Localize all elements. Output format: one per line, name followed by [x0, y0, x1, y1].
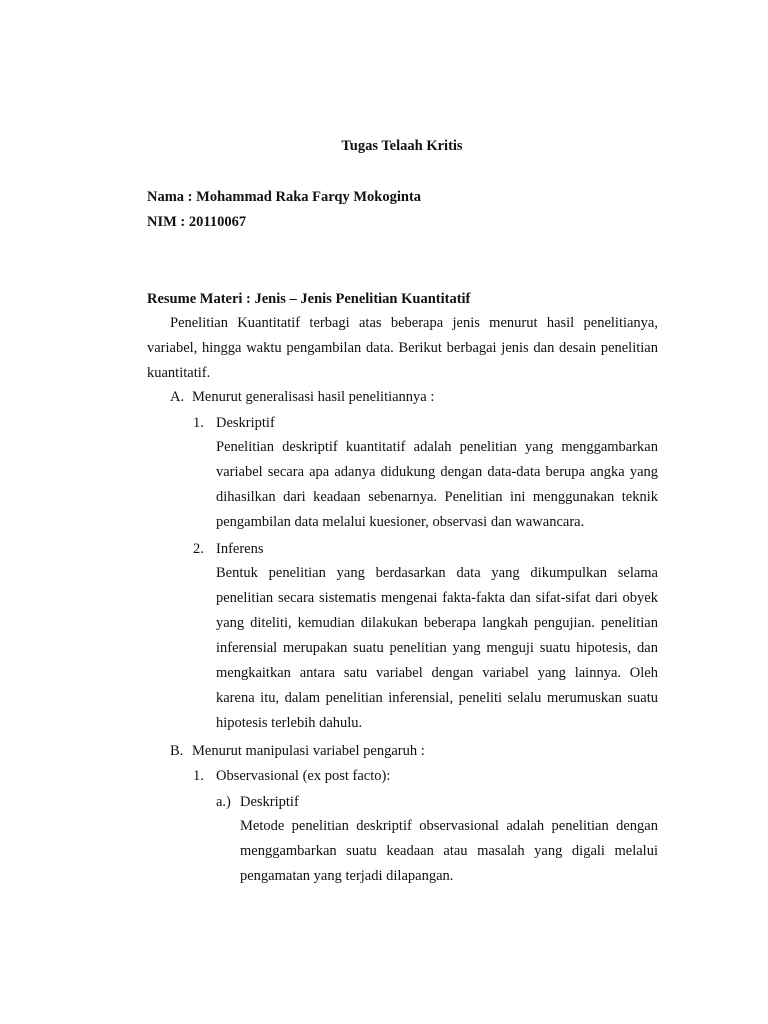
item-a2-marker: 2.	[193, 541, 204, 557]
section-b-label: Menurut manipulasi variabel pengaruh :	[192, 743, 425, 759]
item-b1-label: Observasional (ex post facto):	[216, 768, 391, 784]
item-a2-label: Inferens	[216, 541, 264, 557]
item-a1-marker: 1.	[193, 415, 204, 431]
item-a1-paragraph: Penelitian deskriptif kuantitatif adalah penelitian yang menggambarkan variabel secara apa adanya didukung dengan data-data berupa angka yang dihasilkan dari keadaan sebenarnya. Penelitian ini menggunakan teknik pengambilan data melalui kuesioner, observasi dan wawancara.	[216, 439, 658, 530]
item-b1a-label: Deskriptif	[240, 794, 299, 810]
item-a1-label: Deskriptif	[216, 415, 275, 431]
student-name: Nama : Mohammad Raka Farqy Mokoginta	[147, 189, 422, 205]
item-b1-marker: 1.	[193, 768, 204, 784]
intro-paragraph: Penelitian Kuantitatif terbagi atas beberapa jenis menurut hasil penelitianya, variabel, hingga waktu pengambilan data. Berikut berbagai jenis dan desain penelitian kuantitatif.	[147, 315, 658, 381]
section-b-marker: B.	[170, 743, 184, 759]
section-a-label: Menurut generalisasi hasil penelitiannya :	[192, 389, 435, 405]
student-nim: NIM : 20110067	[147, 214, 247, 230]
item-b1a-marker: a.)	[216, 794, 231, 810]
section-a-marker: A.	[170, 389, 185, 405]
resume-heading: Resume Materi : Jenis – Jenis Penelitian Kuantitatif	[147, 291, 471, 307]
document-title: Tugas Telaah Kritis	[341, 138, 463, 154]
item-b1a-paragraph: Metode penelitian deskriptif observasional adalah penelitian dengan menggambarkan suatu keadaan atau masalah yang digali melalui pengamatan yang terjadi dilapangan.	[240, 818, 658, 884]
item-a2-paragraph: Bentuk penelitian yang berdasarkan data yang dikumpulkan selama penelitian secara sistematis mengenai fakta-fakta dan sifat-sifat dari obyek yang diteliti, kemudian dilakukan beberapa langkah pengujian. penelitian inferensial merupakan suatu penelitian yang menguji suatu hipotesis, dan mengkaitkan antara satu variabel dengan variabel yang lainnya. Oleh karena itu, dalam penelitian inferensial, peneliti selalu merumuskan suatu hipotesis terlebih dahulu.	[216, 565, 658, 731]
